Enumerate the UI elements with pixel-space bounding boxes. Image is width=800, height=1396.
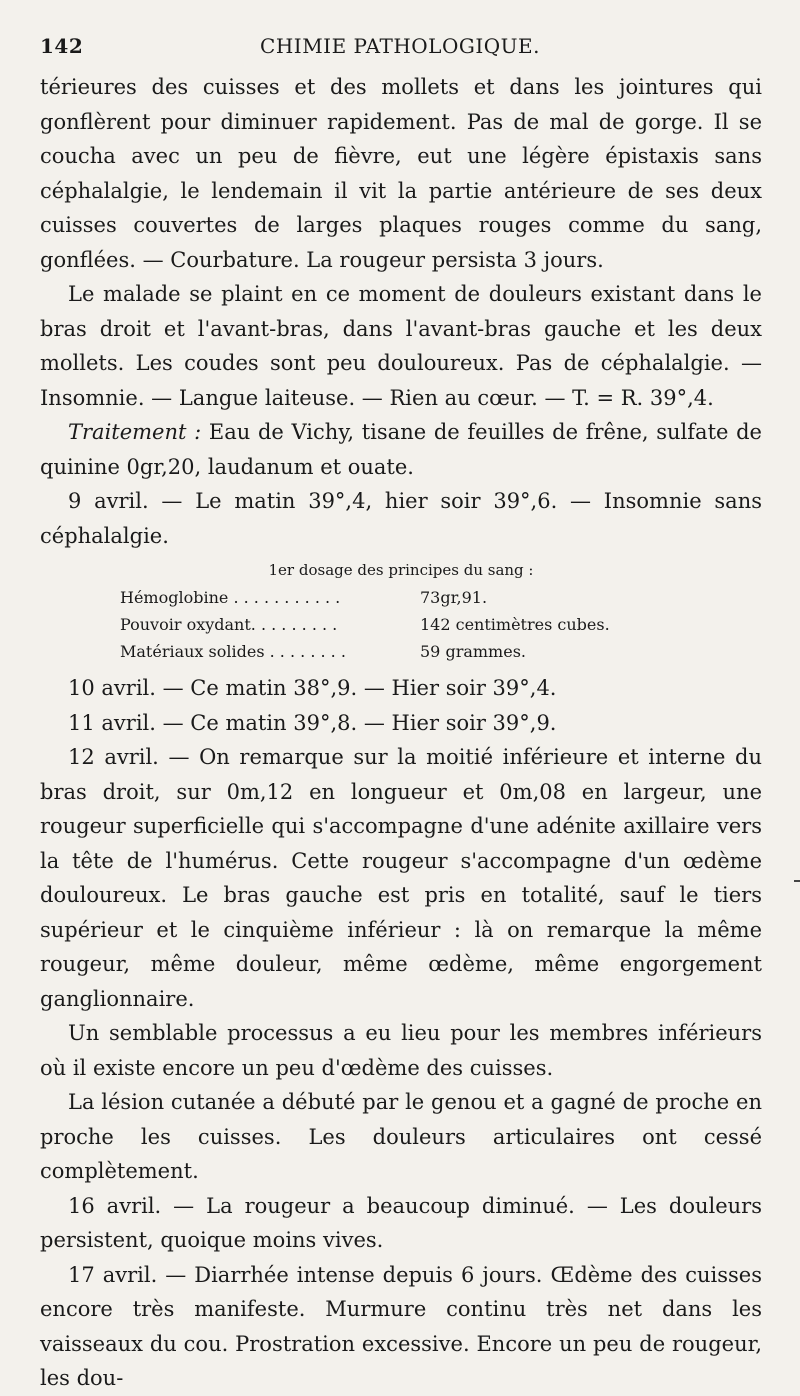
page-number: 142 (40, 34, 84, 58)
paragraph: 16 avril. — La rougeur a beaucoup diminué. — Les douleurs persistent, quoique moins vives. (40, 1193, 762, 1252)
treatment-label: Traitement : (68, 420, 202, 444)
running-title: CHIMIE PATHOLOGIQUE. (260, 34, 540, 58)
paragraph: 11 avril. — Ce matin 39°,8. — Hier soir 39°,9. (68, 710, 557, 735)
treatment-paragraph (40, 415, 762, 484)
assay-row (120, 584, 680, 611)
paragraph-9-avril: 9 avril. — Le matin 39°,4, hier soir 39°,6. — Insomnie sans céphalalgie. (40, 489, 762, 548)
assay-table (120, 584, 680, 665)
paragraph: Un semblable processus a eu lieu pour les membres inférieurs où il existe encore un peu d'œdème des cuisses. (40, 1021, 762, 1080)
paragraph: La lésion cutanée a débuté par le genou et a gagné de proche en proche les cuisses. Les douleurs articulaires ont cessé complètement. (40, 1090, 762, 1183)
paragraph: Le malade se plaint en ce moment de douleurs existant dans le bras droit et l'avant-bras, dans l'avant-bras gauche et les deux mollets. Les coudes sont peu douloureux. Pas de céphalalgie. — Insomnie. — Langue laiteuse. — Rien au cœur. — T. = R. 39°,4. (40, 282, 762, 410)
assay-row (120, 638, 680, 665)
assay-title: 1er dosage des principes du sang : (268, 561, 534, 579)
assay-row (120, 611, 680, 638)
paragraph: térieures des cuisses et des mollets et dans les jointures qui gonflèrent pour diminuer rapidement. Pas de mal de gorge. Il se coucha avec un peu de fièvre, eut une légère épistaxis sans céphalalgie, le lendemain il vit la partie antérieure de ses deux cuisses couvertes de larges plaques rouges comme du sang, gonflées. — Courbature. La rougeur persista 3 jours. (40, 75, 762, 272)
assay-label: Matériaux solides . . . . . . . . (120, 642, 346, 661)
paragraph: 12 avril. — On remarque sur la moitié inférieure et interne du bras droit, sur 0m,12 en longueur et 0m,08 en largeur, une rougeur superficielle qui s'accompagne d'une adénite axillaire vers la tête de l'humérus. Cette rougeur s'accompagne d'un œdème douloureux. Le bras gauche est pris en totalité, sauf le tiers supérieur et le cinquième inférieur : là on remarque la même rougeur, même douleur, même œdème, même engorgement ganglionnaire. (40, 745, 762, 1011)
paragraph: 10 avril. — Ce matin 38°,9. — Hier soir 39°,4. (68, 676, 557, 700)
assay-value: 142 centimètres cubes. (420, 615, 610, 634)
paragraph: 17 avril. — Diarrhée intense depuis 6 jours. Œdème des cuisses encore très manifeste. Murmure continu très net dans les vaisseaux du cou. Prostration excessive. Encore un peu de rougeur, les dou- (40, 1262, 762, 1390)
assay-label: Pouvoir oxydant. . . . . . . . . (120, 615, 338, 634)
treatment-text: Eau de Vichy, tisane de feuilles de frêne, sulfate de quinine 0gr,20, laudanum et ouate. (40, 420, 762, 479)
assay-value: 73gr,91. (420, 588, 488, 607)
page-header (40, 34, 760, 64)
body-text (40, 70, 762, 1396)
assay-label: Hémoglobine . . . . . . . . . . . (120, 588, 341, 607)
edge-mark (794, 880, 800, 882)
assay-value: 59 grammes. (420, 642, 526, 661)
